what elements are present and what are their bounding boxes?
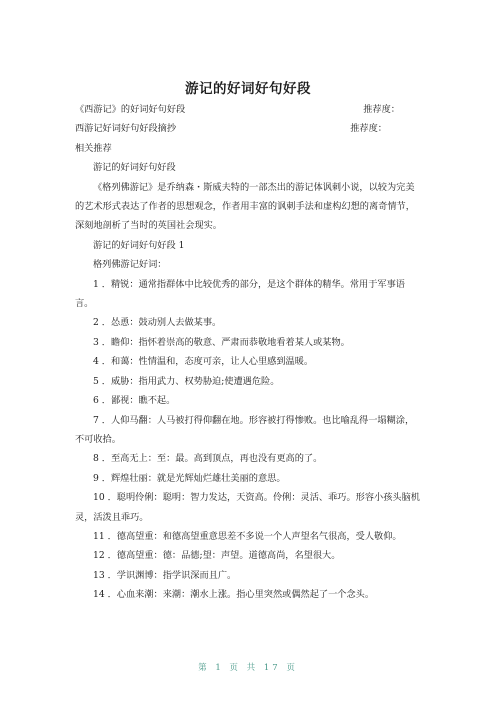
list-item: 8 ．至高无上：至：最。高到顶点，再也没有更高的了。 <box>93 453 323 465</box>
list-item: 1 ．精锐：通常指群体中比较优秀的部分，是这个群体的精华。常用于军事语言。 <box>75 278 405 310</box>
list-item: 12 ．德高望重：德：品德;望：声望。道德高尚，名望很大。 <box>93 550 341 562</box>
list-item: 14 ．心血来潮：来潮：潮水上涨。指心里突然或偶然起了一个念头。 <box>93 589 375 601</box>
page-footer: 第 1 页 共 17 页 <box>198 663 298 673</box>
paragraph: 游记的好词好句好段 1 <box>93 239 185 251</box>
list-item: 6 ．鄙视：瞧不起。 <box>93 395 176 407</box>
recommend-label: 推荐度： <box>363 104 400 115</box>
meta-row <box>75 100 420 119</box>
list-item: 13 ．学识渊博：指学识深而且广。 <box>93 569 237 581</box>
paragraph: 游记的好词好句好段 <box>93 162 176 174</box>
list-item: 2 ．怂恿：鼓动别人去做某事。 <box>93 317 222 329</box>
document-title: 游记的好词好句好段 <box>185 81 311 97</box>
paragraph: 《格列佛游记》是乔纳森・斯威夫特的一部杰出的游记体讽刺小说，以较为完美的艺术形式表达了作者的思想观念，作者用丰富的讽刺手法和虚构幻想的离奇情节，深刻地剖析了当时的英国社会现实。 <box>75 181 415 232</box>
paragraph: 格列佛游记好词： <box>93 259 167 271</box>
list-item: 3 ．瞻仰：指怀着崇高的敬意、严肃而恭敬地看着某人或某物。 <box>93 336 350 348</box>
related-link[interactable]: 《西游记》的好词好句好段 <box>75 104 186 115</box>
list-item: 5 ．威胁：指用武力、权势胁迫;使遭遇危险。 <box>93 375 280 387</box>
list-item: 11 ．德高望重：和德高望重意思差不多说一个人声望名气很高，受人敬仰。 <box>93 530 402 542</box>
list-item: 9 ．辉煌壮丽：就是光辉灿烂雄壮美丽的意思。 <box>93 472 286 484</box>
recommend-label: 推荐度： <box>350 123 387 135</box>
document-body <box>75 100 420 605</box>
meta-row <box>75 119 420 138</box>
list-item: 4 ．和蔼：性情温和，态度可亲，让人心里感到温暖。 <box>93 356 314 368</box>
list-item: 7 ．人仰马翻：人马被打得仰翻在地。形容被打得惨败。也比喻乱得一塌糊涂，不可收拾。 <box>75 414 415 445</box>
related-heading: 相关推荐 <box>75 142 112 154</box>
related-link[interactable]: 西游记好词好句好段摘抄 <box>75 123 177 135</box>
list-item: 10 ．聪明伶俐：聪明：智力发达，天资高。伶俐：灵活、乖巧。形容小孩头脑机灵，活泼且乖巧。 <box>75 492 420 523</box>
